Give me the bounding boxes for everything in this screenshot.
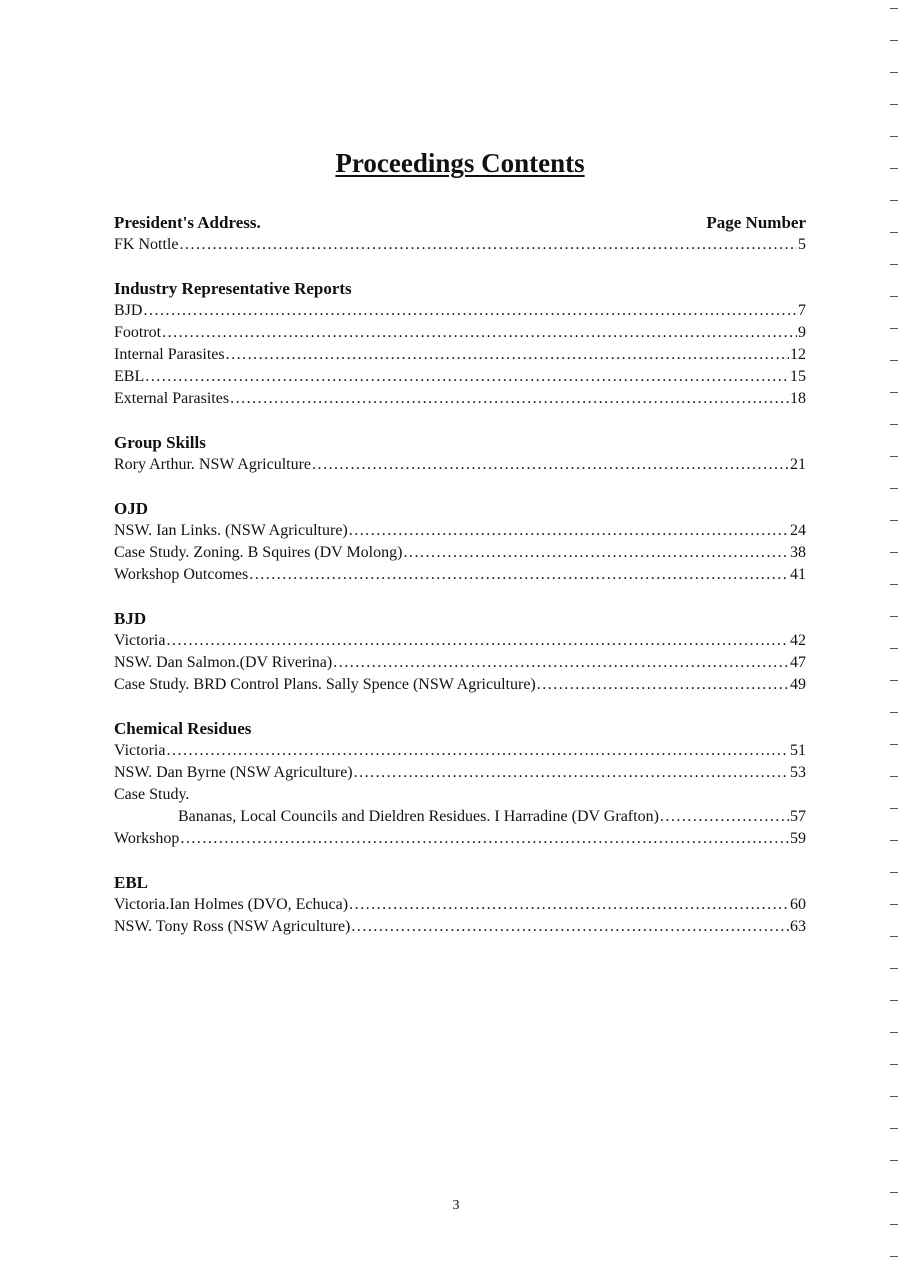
dot-leader xyxy=(166,630,789,652)
dot-leader xyxy=(179,234,797,256)
toc-header xyxy=(114,212,806,234)
toc-section xyxy=(114,608,806,696)
dot-leader xyxy=(180,828,789,850)
margin-tick xyxy=(890,328,898,329)
toc-entry xyxy=(114,454,806,476)
margin-tick xyxy=(890,264,898,265)
entry-label: Internal Parasites xyxy=(114,346,225,363)
entry-label: Case Study. BRD Control Plans. Sally Spence (NSW Agriculture) xyxy=(114,676,536,693)
dot-leader xyxy=(403,542,789,564)
toc-entry xyxy=(114,740,806,762)
entry-label: BJD xyxy=(114,302,143,319)
margin-tick xyxy=(890,1096,898,1097)
margin-tick xyxy=(890,1032,898,1033)
toc-section xyxy=(114,718,806,850)
toc-entry xyxy=(114,630,806,652)
margin-tick xyxy=(890,296,898,297)
entry-label: Victoria xyxy=(114,632,166,649)
entry-label: Victoria.Ian Holmes (DVO, Echuca) xyxy=(114,896,349,913)
scan-margin-marks xyxy=(882,0,900,1279)
entry-page-number: 12 xyxy=(790,346,806,363)
section-title: BJD xyxy=(114,609,147,628)
dot-leader xyxy=(143,300,797,322)
margin-tick xyxy=(890,488,898,489)
toc-entry xyxy=(114,388,806,410)
section-title: Industry Representative Reports xyxy=(114,279,352,298)
toc-subheading: Case Study. xyxy=(114,786,190,803)
toc-entry xyxy=(114,652,806,674)
margin-tick xyxy=(890,168,898,169)
margin-tick xyxy=(890,424,898,425)
margin-tick xyxy=(890,456,898,457)
toc-section xyxy=(114,872,806,938)
margin-tick xyxy=(890,520,898,521)
entry-page-number: 24 xyxy=(790,522,806,539)
entry-label: Bananas, Local Councils and Dieldren Residues. I Harradine (DV Grafton) xyxy=(178,808,659,825)
margin-tick xyxy=(890,744,898,745)
entry-label: NSW. Dan Byrne (NSW Agriculture) xyxy=(114,764,353,781)
entry-page-number: 53 xyxy=(790,764,806,781)
entry-page-number: 51 xyxy=(790,742,806,759)
margin-tick xyxy=(890,936,898,937)
margin-tick xyxy=(890,872,898,873)
margin-tick xyxy=(890,136,898,137)
dot-leader xyxy=(537,674,789,696)
margin-tick xyxy=(890,360,898,361)
dot-leader xyxy=(162,322,797,344)
margin-tick xyxy=(890,1160,898,1161)
margin-tick xyxy=(890,776,898,777)
margin-tick xyxy=(890,1224,898,1225)
entry-label: NSW. Dan Salmon.(DV Riverina) xyxy=(114,654,333,671)
toc-entry xyxy=(114,674,806,696)
entry-page-number: 18 xyxy=(790,390,806,407)
margin-tick xyxy=(890,712,898,713)
entry-page-number: 60 xyxy=(790,896,806,913)
dot-leader xyxy=(660,806,789,828)
margin-tick xyxy=(890,8,898,9)
entry-page-number: 9 xyxy=(798,324,806,341)
margin-tick xyxy=(890,840,898,841)
entry-label: NSW. Tony Ross (NSW Agriculture) xyxy=(114,918,351,935)
table-of-contents xyxy=(114,212,806,938)
margin-tick xyxy=(890,1064,898,1065)
toc-entry xyxy=(114,916,806,938)
entry-page-number: 57 xyxy=(790,808,806,825)
toc-sections xyxy=(114,234,806,938)
toc-section xyxy=(114,432,806,476)
margin-tick xyxy=(890,40,898,41)
entry-label: Case Study. Zoning. B Squires (DV Molong) xyxy=(114,544,403,561)
dot-leader xyxy=(354,762,789,784)
toc-entry xyxy=(114,322,806,344)
section-title: OJD xyxy=(114,499,148,518)
margin-tick xyxy=(890,808,898,809)
margin-tick xyxy=(890,904,898,905)
entry-page-number: 15 xyxy=(790,368,806,385)
page-title: Proceedings Contents xyxy=(335,148,585,178)
margin-tick xyxy=(890,1000,898,1001)
margin-tick xyxy=(890,648,898,649)
toc-entry xyxy=(114,542,806,564)
entry-label: External Parasites xyxy=(114,390,230,407)
dot-leader xyxy=(230,388,789,410)
dot-leader xyxy=(333,652,789,674)
dot-leader xyxy=(145,366,789,388)
dot-leader xyxy=(226,344,789,366)
margin-tick xyxy=(890,968,898,969)
margin-tick xyxy=(890,616,898,617)
margin-tick xyxy=(890,232,898,233)
section-title: Group Skills xyxy=(114,433,206,452)
toc-section xyxy=(114,278,806,410)
president-address-heading: President's Address. xyxy=(114,213,261,232)
toc-section xyxy=(114,234,806,256)
entry-page-number: 63 xyxy=(790,918,806,935)
toc-entry xyxy=(114,344,806,366)
entry-label: EBL xyxy=(114,368,145,385)
dot-leader xyxy=(349,894,789,916)
toc-entry xyxy=(114,366,806,388)
entry-page-number: 49 xyxy=(790,676,806,693)
entry-page-number: 47 xyxy=(790,654,806,671)
dot-leader xyxy=(351,916,789,938)
entry-label: Workshop xyxy=(114,830,180,847)
margin-tick xyxy=(890,1192,898,1193)
entry-page-number: 38 xyxy=(790,544,806,561)
margin-tick xyxy=(890,392,898,393)
entry-page-number: 5 xyxy=(798,236,806,253)
footer-page-number: 3 xyxy=(452,1198,460,1213)
margin-tick xyxy=(890,680,898,681)
toc-entry xyxy=(114,520,806,542)
section-title: EBL xyxy=(114,873,149,892)
dot-leader xyxy=(166,740,789,762)
entry-page-number: 59 xyxy=(790,830,806,847)
entry-label: Victoria xyxy=(114,742,166,759)
section-title: Chemical Residues xyxy=(114,719,252,738)
margin-tick xyxy=(890,72,898,73)
toc-entry xyxy=(114,564,806,586)
entry-page-number: 41 xyxy=(790,566,806,583)
entry-label: Rory Arthur. NSW Agriculture xyxy=(114,456,312,473)
margin-tick xyxy=(890,104,898,105)
entry-label: Workshop Outcomes xyxy=(114,566,249,583)
margin-tick xyxy=(890,200,898,201)
toc-entry xyxy=(114,762,806,784)
entry-label: FK Nottle xyxy=(114,236,179,253)
toc-entry xyxy=(114,828,806,850)
margin-tick xyxy=(890,1128,898,1129)
page-number-heading: Page Number xyxy=(706,213,806,232)
toc-entry xyxy=(114,234,806,256)
margin-tick xyxy=(890,584,898,585)
entry-page-number: 7 xyxy=(798,302,806,319)
entry-page-number: 21 xyxy=(790,456,806,473)
margin-tick xyxy=(890,552,898,553)
toc-section xyxy=(114,498,806,586)
dot-leader xyxy=(349,520,789,542)
toc-entry xyxy=(114,300,806,322)
toc-entry xyxy=(114,806,806,828)
dot-leader xyxy=(249,564,789,586)
entry-page-number: 42 xyxy=(790,632,806,649)
toc-entry xyxy=(114,894,806,916)
entry-label: NSW. Ian Links. (NSW Agriculture) xyxy=(114,522,348,539)
margin-tick xyxy=(890,1256,898,1257)
dot-leader xyxy=(312,454,789,476)
entry-label: Footrot xyxy=(114,324,162,341)
